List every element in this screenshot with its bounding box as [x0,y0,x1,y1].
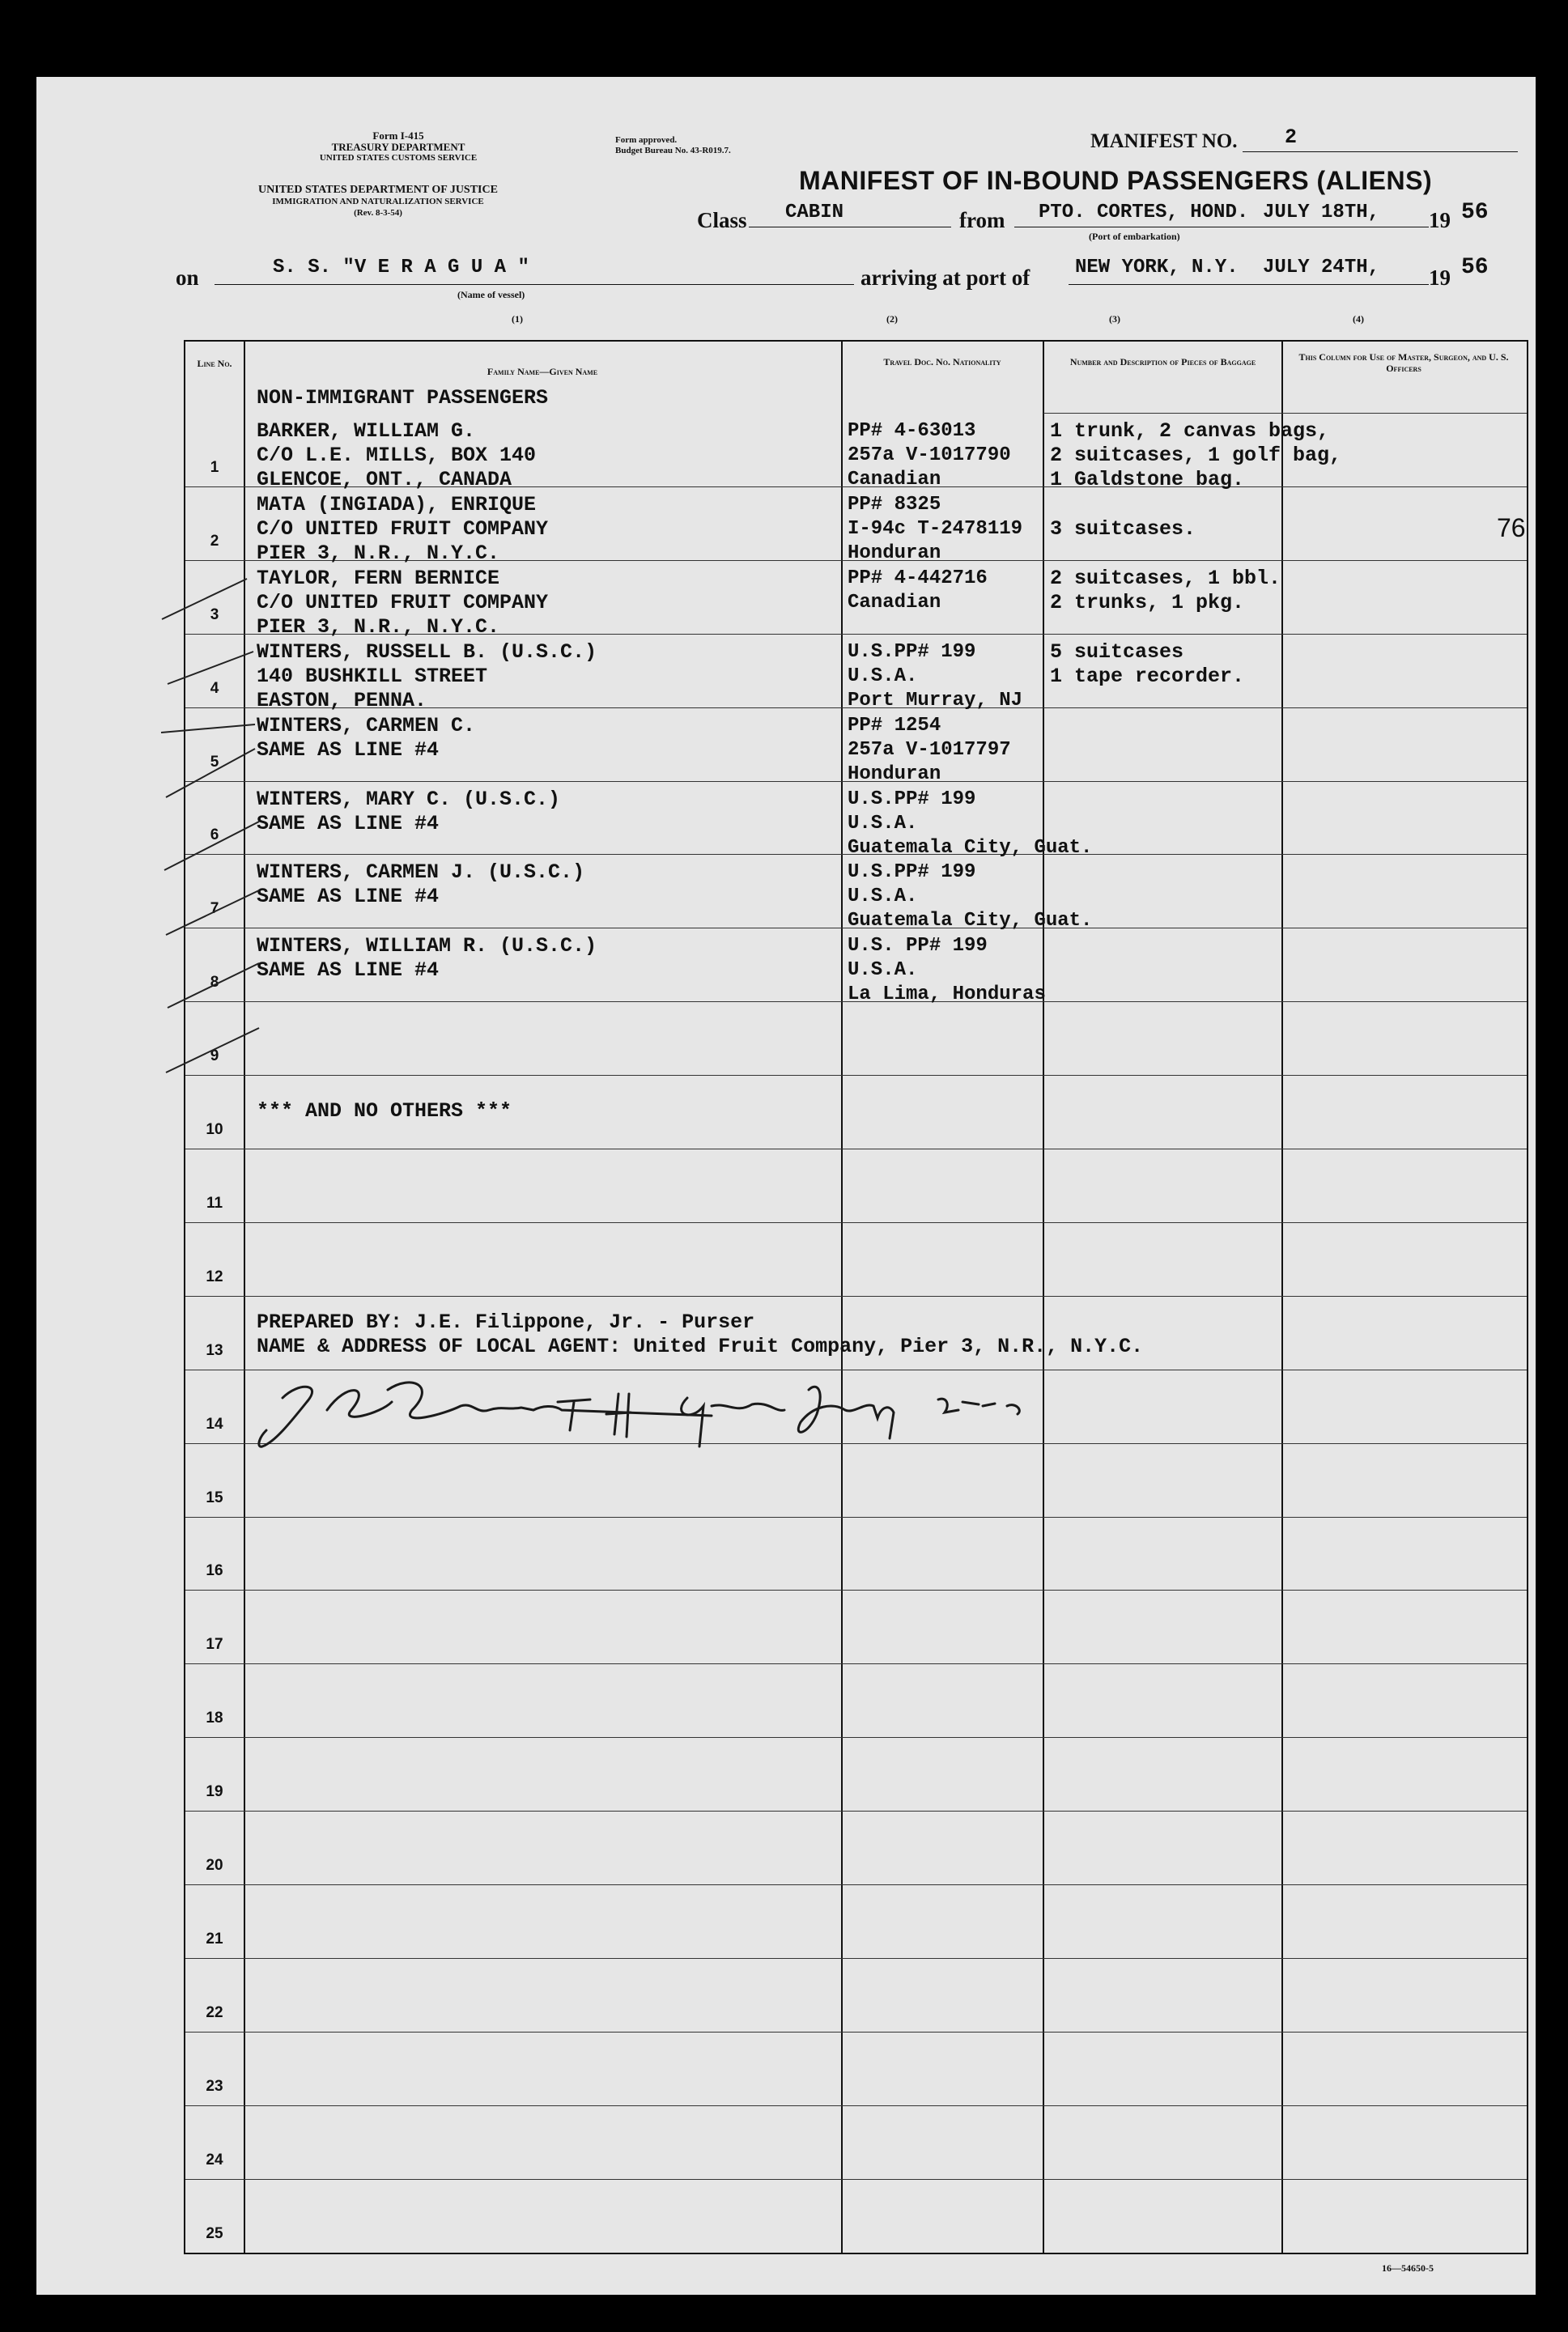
header-officers: This Column for Use of Master, Surgeon, and U. S. Officers [1298,351,1509,374]
row-rule [185,1517,1527,1518]
line-number: 7 [210,900,219,918]
travel-doc-line: Port Murray, NJ [848,689,1023,711]
line-number: 17 [206,1636,223,1654]
manifest-sheet [36,77,1536,2295]
year-2: 56 [1461,255,1489,280]
prepared-by: PREPARED BY: J.E. Filippone, Jr. - Purser [257,1310,755,1334]
row-rule [185,1590,1527,1591]
line-number: 20 [206,1857,223,1874]
embark-date: JULY 18TH, [1263,202,1380,223]
class-value: CABIN [785,202,844,223]
passenger-name-line: MATA (INGIADA), ENRIQUE [257,492,537,516]
row-rule [185,1884,1527,1885]
row-rule [185,2032,1527,2033]
line-number: 12 [206,1268,223,1285]
line-number: 18 [206,1710,223,1727]
row-rule [185,1296,1527,1297]
travel-doc-line: PP# 8325 [848,493,941,516]
passenger-name-line: GLENCOE, ONT., CANADA [257,468,512,491]
line-number: 23 [206,2077,223,2095]
line-number: 14 [206,1415,223,1433]
manifest-title: MANIFEST OF IN-BOUND PASSENGERS (ALIENS) [799,166,1433,195]
header-line-no: Line No. [197,358,232,369]
travel-doc-line: 257a V-1017797 [848,738,1011,761]
line-number: 3 [210,605,219,623]
embark-port: PTO. CORTES, HOND. [1039,202,1249,223]
passenger-name-line: SAME AS LINE #4 [257,811,440,835]
baggage-line: 5 suitcases [1050,639,1184,664]
row-rule [185,1222,1527,1223]
row-rule [185,1811,1527,1812]
header-family-name: Family Name—Given Name [487,366,598,377]
passenger-name-line: PIER 3, N.R., N.Y.C. [257,541,500,565]
class-label: Class [697,208,747,232]
row-rule [185,1737,1527,1738]
column-divider [841,342,843,2253]
travel-doc-line: Guatemala City, Guat. [848,910,1093,932]
line-number: 4 [210,679,219,697]
line-number: 15 [206,1489,223,1506]
footer-code: 16—54650-5 [1382,2262,1434,2274]
travel-doc-line: 257a V-1017790 [848,444,1011,466]
closing-line: *** AND NO OTHERS *** [257,1099,512,1123]
vessel-underline [215,284,854,285]
passenger-name-line: WINTERS, RUSSELL B. (U.S.C.) [257,639,597,664]
travel-doc-line: Honduran [848,542,941,564]
section-label: NON-IMMIGRANT PASSENGERS [257,386,549,410]
from-label: from [959,208,1005,232]
line-number: 9 [210,1047,219,1065]
passenger-table [184,340,1528,2254]
row-rule [185,1958,1527,1959]
treasury-dept: TREASURY DEPARTMENT [331,141,465,153]
travel-doc-line: U.S.A. [848,959,918,982]
row-rule [185,1075,1527,1076]
baggage-line: 1 trunk, 2 canvas bags, [1050,419,1330,443]
customs-service: UNITED STATES CUSTOMS SERVICE [319,153,478,163]
travel-doc-line: PP# 1254 [848,714,941,737]
manifest-underline [1243,151,1518,152]
arrival-port: NEW YORK, N.Y. [1075,257,1239,278]
year-prefix-1: 19 [1429,208,1451,232]
passenger-name-line: SAME AS LINE #4 [257,885,440,909]
column-divider [1281,342,1283,2253]
travel-doc-line: U.S.PP# 199 [848,861,976,884]
line-number: 24 [206,2151,223,2168]
passenger-name-line: SAME AS LINE #4 [257,737,440,762]
baggage-line: 2 suitcases, 1 golf bag, [1050,444,1342,467]
passenger-name-line: C/O UNITED FRUIT COMPANY [257,590,549,614]
passenger-name-line: C/O L.E. MILLS, BOX 140 [257,444,537,467]
line-number: 25 [206,2224,223,2242]
baggage-line: 2 suitcases, 1 bbl. [1050,566,1281,590]
passenger-name-line: EASTON, PENNA. [257,688,427,712]
header-rule [1043,413,1527,414]
passenger-name-line: WINTERS, WILLIAM R. (U.S.C.) [257,934,597,958]
line-number: 10 [206,1121,223,1138]
header-travel-doc: Travel Doc. No. Nationality [883,356,1001,367]
year-1: 56 [1461,200,1489,225]
passenger-name-line: WINTERS, MARY C. (U.S.C.) [257,787,561,811]
column-number-2: (2) [886,313,898,325]
travel-doc-line: Guatemala City, Guat. [848,836,1093,859]
immigration-service: IMMIGRATION AND NATURALIZATION SERVICE [272,197,484,206]
line-number: 5 [210,753,219,771]
line-number: 11 [206,1194,223,1212]
row-rule [185,2179,1527,2180]
line-number: 19 [206,1783,223,1801]
form-approved: Form approved. [615,135,678,145]
manifest-number: 2 [1285,125,1298,149]
travel-doc-line: Canadian [848,591,941,614]
column-number-1: (1) [512,313,523,325]
officer-note: 76 [1497,512,1526,542]
justice-dept: UNITED STATES DEPARTMENT OF JUSTICE [258,184,498,196]
baggage-line: 2 trunks, 1 pkg. [1050,590,1245,614]
line-number: 22 [206,2003,223,2021]
travel-doc-line: U.S.PP# 199 [848,640,976,663]
row-rule [185,2105,1527,2106]
arrival-underline [1069,284,1429,285]
revision: (Rev. 8-3-54) [354,208,402,218]
travel-doc-line: U.S.A. [848,812,918,835]
passenger-name-line: WINTERS, CARMEN C. [257,713,476,737]
travel-doc-line: U.S.A. [848,886,918,908]
column-divider [1043,342,1044,2253]
line-number: 13 [206,1341,223,1359]
travel-doc-line: U.S.A. [848,665,918,687]
line-number: 2 [210,532,219,550]
vessel-caption: (Name of vessel) [457,289,525,300]
baggage-line: 1 Galdstone bag. [1050,468,1245,491]
line-number: 21 [206,1930,223,1948]
passenger-name-line: 140 BUSHKILL STREET [257,664,488,688]
line-number: 6 [210,826,219,844]
column-number-3: (3) [1109,313,1120,325]
baggage-line: 3 suitcases. [1050,516,1196,541]
passenger-name-line: PIER 3, N.R., N.Y.C. [257,614,500,639]
row-rule [185,1663,1527,1664]
baggage-line: 1 tape recorder. [1050,664,1245,688]
passenger-name-line: WINTERS, CARMEN J. (U.S.C.) [257,860,585,885]
travel-doc-line: U.S.PP# 199 [848,788,976,810]
form-number: Form I-415 [372,130,424,142]
signature [250,1366,1060,1455]
vessel-name: S. S. "V E R A G U A " [273,257,529,278]
arriving-label: arriving at port of [860,265,1030,290]
travel-doc-line: Honduran [848,762,941,785]
manifest-label: MANIFEST NO. [1090,130,1238,152]
budget-bureau: Budget Bureau No. 43-R019.7. [615,146,731,155]
line-number: 1 [210,458,219,476]
check-marks [158,554,295,1121]
line-number: 8 [210,974,219,992]
travel-doc-line: Canadian [848,469,941,491]
travel-doc-line: PP# 4-442716 [848,567,988,589]
passenger-name-line: SAME AS LINE #4 [257,958,440,983]
year-prefix-2: 19 [1429,265,1451,290]
port-embark-caption: (Port of embarkation) [1089,231,1180,242]
local-agent: NAME & ADDRESS OF LOCAL AGENT: United Fruit Company, Pier 3, N.R., N.Y.C. [257,1335,1144,1358]
travel-doc-line: PP# 4-63013 [848,420,976,442]
header-baggage: Number and Description of Pieces of Baggage [1069,356,1256,367]
travel-doc-line: U.S. PP# 199 [848,935,988,958]
passenger-name-line: TAYLOR, FERN BERNICE [257,566,500,590]
passenger-name-line: C/O UNITED FRUIT COMPANY [257,516,549,541]
travel-doc-line: I-94c T-2478119 [848,517,1023,540]
column-number-4: (4) [1353,313,1364,325]
on-label: on [176,265,199,290]
line-number: 16 [206,1562,223,1580]
travel-doc-line: La Lima, Honduras [848,983,1046,1006]
arrival-date: JULY 24TH, [1263,257,1380,278]
passenger-name-line: BARKER, WILLIAM G. [257,419,476,443]
